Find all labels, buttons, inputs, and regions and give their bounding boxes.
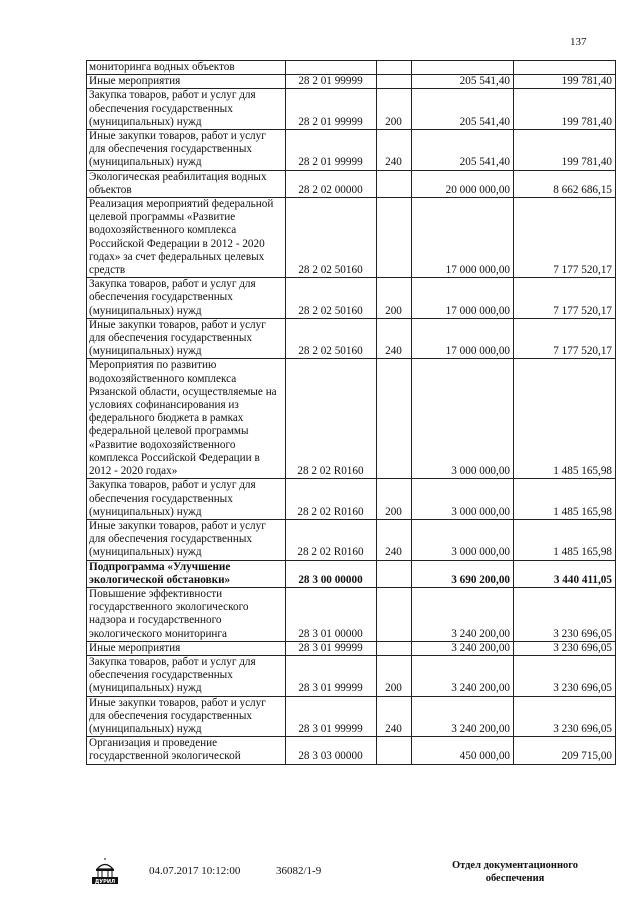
row-amount-actual-cell: 3 230 696,05 (514, 641, 616, 655)
table-row (87, 130, 616, 171)
row-vr-cell: 240 (377, 696, 412, 737)
row-vr-cell (377, 560, 412, 587)
row-name-cell: Закупка товаров, работ и услуг для обеспечения государственных (муниципальных) нужд (87, 479, 286, 520)
row-code-cell: 28 2 02 R0160 (286, 519, 377, 560)
row-amount-plan-cell: 3 240 200,00 (412, 587, 514, 641)
row-amount-plan-cell: 3 000 000,00 (412, 359, 514, 479)
row-vr-cell (377, 61, 412, 75)
row-code-cell: 28 3 03 00000 (286, 737, 377, 764)
table-row (87, 479, 616, 520)
row-vr-cell: 240 (377, 519, 412, 560)
row-name-cell: Закупка товаров, работ и услуг для обеспечения государственных (муниципальных) нужд (87, 655, 286, 696)
table-row (87, 696, 616, 737)
row-amount-plan-cell: 17 000 000,00 (412, 278, 514, 319)
row-amount-actual-cell: 3 230 696,05 (514, 655, 616, 696)
seal-logo-text: ДУРИЛ (94, 879, 116, 885)
row-amount-actual-cell: 3 230 696,05 (514, 696, 616, 737)
row-name-cell: Иные закупки товаров, работ и услуг для обеспечения государственных (муниципальных) нужд (87, 318, 286, 359)
footer-department-line2: обеспечения (485, 872, 545, 884)
table-row (87, 61, 616, 75)
row-name-cell: Иные закупки товаров, работ и услуг для обеспечения государственных (муниципальных) нужд (87, 696, 286, 737)
footer-department-line1: Отдел документационного (451, 860, 579, 871)
row-amount-actual-cell: 8 662 686,15 (514, 170, 616, 197)
row-vr-cell: 200 (377, 89, 412, 130)
row-vr-cell (377, 641, 412, 655)
row-code-cell: 28 2 01 99999 (286, 75, 377, 89)
row-amount-plan-cell: 3 690 200,00 (412, 560, 514, 587)
table-row (87, 278, 616, 319)
row-name-cell: Реализация мероприятий федеральной целевой программы «Развитие водохозяйственного комплекса Российской Федерации в 2012 - 2020 годах» за счет федеральных целевых средств (87, 198, 286, 278)
row-code-cell: 28 2 02 50160 (286, 198, 377, 278)
row-vr-cell (377, 170, 412, 197)
row-vr-cell: 200 (377, 655, 412, 696)
table-row (87, 198, 616, 278)
row-amount-actual-cell: 199 781,40 (514, 75, 616, 89)
row-name-cell: Подпрограмма «Улучшение экологической обстановки» (87, 560, 286, 587)
row-code-cell: 28 2 02 00000 (286, 170, 377, 197)
row-amount-actual-cell (514, 61, 616, 75)
table-row (87, 359, 616, 479)
row-name-cell: Иные мероприятия (87, 75, 286, 89)
table-row (87, 641, 616, 655)
row-amount-plan-cell: 3 000 000,00 (412, 479, 514, 520)
budget-table (86, 60, 616, 765)
table-row (87, 75, 616, 89)
row-code-cell: 28 3 01 00000 (286, 587, 377, 641)
row-amount-actual-cell: 1 485 165,98 (514, 479, 616, 520)
table-row (87, 560, 616, 587)
table-row (87, 318, 616, 359)
row-amount-actual-cell: 199 781,40 (514, 89, 616, 130)
row-vr-cell: 240 (377, 318, 412, 359)
row-amount-actual-cell: 7 177 520,17 (514, 318, 616, 359)
row-code-cell: 28 2 02 R0160 (286, 359, 377, 479)
footer-doc-number: 36082/1-9 (276, 865, 322, 877)
page-footer (0, 860, 640, 900)
row-code-cell: 28 2 02 50160 (286, 278, 377, 319)
table-row (87, 655, 616, 696)
row-amount-plan-cell: 450 000,00 (412, 737, 514, 764)
row-vr-cell: 240 (377, 130, 412, 171)
table-row (87, 737, 616, 764)
row-code-cell: 28 2 02 50160 (286, 318, 377, 359)
row-vr-cell (377, 198, 412, 278)
table-row (87, 89, 616, 130)
row-vr-cell (377, 587, 412, 641)
row-vr-cell (377, 359, 412, 479)
row-name-cell: Иные закупки товаров, работ и услуг для обеспечения государственных (муниципальных) нужд (87, 519, 286, 560)
row-name-cell: Экологическая реабилитация водных объектов (87, 170, 286, 197)
row-vr-cell (377, 75, 412, 89)
row-amount-plan-cell (412, 61, 514, 75)
row-amount-plan-cell: 3 000 000,00 (412, 519, 514, 560)
table-body (87, 61, 616, 765)
row-amount-plan-cell: 3 240 200,00 (412, 655, 514, 696)
row-amount-plan-cell: 205 541,40 (412, 130, 514, 171)
row-vr-cell (377, 737, 412, 764)
row-amount-actual-cell: 1 485 165,98 (514, 359, 616, 479)
row-name-cell: Повышение эффективности государственного экологического надзора и государственного экологического мониторинга (87, 587, 286, 641)
table-row (87, 587, 616, 641)
row-name-cell: Иные мероприятия (87, 641, 286, 655)
row-amount-actual-cell: 7 177 520,17 (514, 198, 616, 278)
row-amount-plan-cell: 205 541,40 (412, 75, 514, 89)
row-name-cell: мониторинга водных объектов (87, 61, 286, 75)
row-name-cell: Иные закупки товаров, работ и услуг для обеспечения государственных (муниципальных) нужд (87, 130, 286, 171)
row-vr-cell: 200 (377, 479, 412, 520)
row-code-cell: 28 3 01 99999 (286, 655, 377, 696)
row-name-cell: Мероприятия по развитию водохозяйственного комплекса Рязанской области, осуществляемые на условиях софинансирования из федерального бюджета в рамках федеральной целевой программы «Развитие водохозяйственного комплекса Российской Федерации в 2012 - 2020 годах» (87, 359, 286, 479)
row-amount-actual-cell: 209 715,00 (514, 737, 616, 764)
row-amount-actual-cell: 199 781,40 (514, 130, 616, 171)
page-number: 137 (570, 36, 587, 48)
row-code-cell (286, 61, 377, 75)
seal-logo-icon (88, 858, 122, 888)
row-name-cell: Организация и проведение государственной экологической (87, 737, 286, 764)
row-amount-plan-cell: 17 000 000,00 (412, 318, 514, 359)
row-amount-plan-cell: 3 240 200,00 (412, 641, 514, 655)
row-amount-plan-cell: 17 000 000,00 (412, 198, 514, 278)
row-code-cell: 28 2 01 99999 (286, 89, 377, 130)
row-code-cell: 28 2 01 99999 (286, 130, 377, 171)
row-code-cell: 28 3 01 99999 (286, 641, 377, 655)
table-row (87, 519, 616, 560)
row-code-cell: 28 3 01 99999 (286, 696, 377, 737)
row-amount-actual-cell: 1 485 165,98 (514, 519, 616, 560)
footer-department (428, 860, 602, 885)
row-amount-actual-cell: 7 177 520,17 (514, 278, 616, 319)
row-code-cell: 28 3 00 00000 (286, 560, 377, 587)
table-row (87, 170, 616, 197)
row-amount-plan-cell: 20 000 000,00 (412, 170, 514, 197)
row-code-cell: 28 2 02 R0160 (286, 479, 377, 520)
row-amount-plan-cell: 205 541,40 (412, 89, 514, 130)
row-vr-cell: 200 (377, 278, 412, 319)
row-amount-plan-cell: 3 240 200,00 (412, 696, 514, 737)
row-amount-actual-cell: 3 440 411,05 (514, 560, 616, 587)
row-amount-actual-cell: 3 230 696,05 (514, 587, 616, 641)
footer-datetime: 04.07.2017 10:12:00 (149, 865, 241, 877)
row-name-cell: Закупка товаров, работ и услуг для обеспечения государственных (муниципальных) нужд (87, 89, 286, 130)
row-name-cell: Закупка товаров, работ и услуг для обеспечения государственных (муниципальных) нужд (87, 278, 286, 319)
